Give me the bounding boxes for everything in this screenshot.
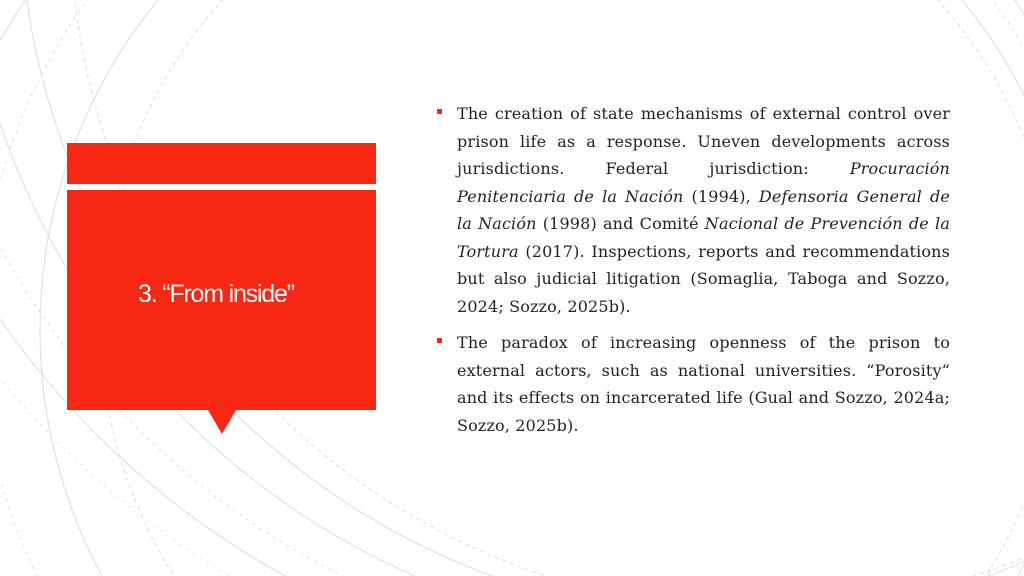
bullet-list [436,100,950,448]
accent-strip [67,143,376,184]
bullet-item [436,329,950,439]
section-title: 3. “From inside” [138,280,294,308]
italic-term: Procuración Penitenciaria de la Nación [457,159,950,206]
italic-term: Nacional de Prevención de la Tortura [457,214,951,261]
text-run: The paradox of increasing openness of the prison to external actors, such as national universities. “Porosity“ and its effects on incarcerated life (Gual and Sozzo, 2024a; Sozzo, 2025b). [457,333,950,435]
square-bullet-icon [437,109,442,114]
text-run: (2017). Inspections, reports and recommendations but also judicial litigation (Somaglia, Taboga and Sozzo, 2024; Sozzo, 2025b). [457,241,950,316]
bullet-item [436,100,950,320]
bullet-text [457,329,950,439]
square-bullet-icon [437,338,442,343]
text-run: The creation of state mechanisms of external control over prison life as a response. Uneven developments across jurisdictions. Federal jurisdiction: [457,104,950,178]
text-run: (1994), [683,186,759,206]
panel-pointer [208,410,236,434]
italic-term: Defensoria General de la Nación [457,186,950,233]
text-run: (1998) and Comité [536,214,705,233]
bullet-text [457,100,950,320]
